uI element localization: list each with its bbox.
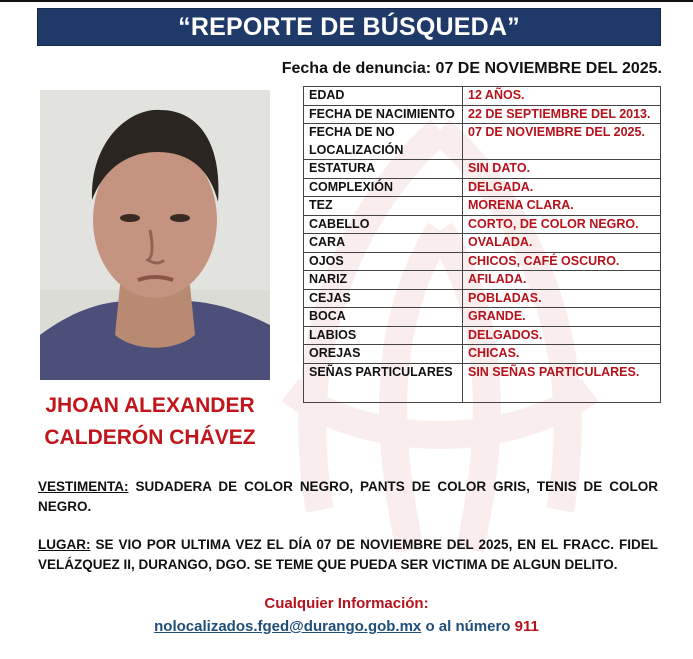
detail-label: NARIZ: [304, 271, 463, 290]
top-border: [0, 0, 693, 2]
detail-value: CHICOS, CAFÉ OSCURO.: [463, 252, 661, 271]
report-date-label: Fecha de denuncia:: [281, 60, 432, 77]
detail-value: DELGADOS.: [463, 326, 661, 345]
detail-label: OJOS: [304, 252, 463, 271]
table-row: [304, 252, 661, 271]
contact-connector: o al número: [421, 618, 515, 635]
clothing-section: [38, 477, 658, 517]
table-row: [304, 105, 661, 124]
clothing-text: SUDADERA DE COLOR NEGRO, PANTS DE COLOR GRIS, TENIS DE COLOR NEGRO.: [38, 479, 658, 514]
location-section: [38, 535, 658, 575]
detail-value: GRANDE.: [463, 308, 661, 327]
detail-label: COMPLEXIÓN: [304, 178, 463, 197]
detail-label: EDAD: [304, 87, 463, 106]
detail-value: MORENA CLARA.: [463, 197, 661, 216]
detail-label: SEÑAS PARTICULARES: [304, 363, 463, 402]
report-title-banner: [37, 8, 661, 46]
table-row: [304, 87, 661, 106]
details-table: [303, 86, 661, 403]
detail-label: BOCA: [304, 308, 463, 327]
clothing-label: VESTIMENTA:: [38, 479, 129, 494]
person-portrait-icon: [40, 90, 270, 380]
person-name-first: JHOAN ALEXANDER: [45, 394, 255, 417]
table-row: [304, 197, 661, 216]
detail-label: CEJAS: [304, 289, 463, 308]
table-row: [304, 160, 661, 179]
detail-label: ESTATURA: [304, 160, 463, 179]
table-row: [304, 178, 661, 197]
detail-value: DELGADA.: [463, 178, 661, 197]
contact-title: Cualquier Información:: [264, 595, 429, 612]
table-row: [304, 215, 661, 234]
table-row: [304, 124, 661, 160]
table-row: [304, 326, 661, 345]
detail-value: SIN SEÑAS PARTICULARES.: [463, 363, 661, 402]
detail-label: CABELLO: [304, 215, 463, 234]
table-row: [304, 363, 661, 402]
detail-value: OVALADA.: [463, 234, 661, 253]
detail-label: CARA: [304, 234, 463, 253]
report-title: “REPORTE DE BÚSQUEDA”: [178, 12, 520, 41]
table-row: [304, 289, 661, 308]
contact-line: [0, 618, 693, 635]
contact-email-link[interactable]: nolocalizados.fged@durango.gob.mx: [154, 618, 422, 635]
location-text: SE VIO POR ULTIMA VEZ EL DÍA 07 DE NOVIEMBRE DEL 2025, EN EL FRACC. FIDEL VELÁZQUEZ II, DURANGO, DGO. SE TEME QUE PUEDA SER VICTIMA DE ALGUN DELITO.: [38, 537, 658, 572]
detail-value: AFILADA.: [463, 271, 661, 290]
report-date: [282, 60, 662, 78]
person-photo: [40, 90, 270, 380]
detail-value: SIN DATO.: [463, 160, 661, 179]
detail-value: CHICAS.: [463, 345, 661, 364]
person-name-last: CALDERÓN CHÁVEZ: [44, 426, 256, 449]
detail-value: POBLADAS.: [463, 289, 661, 308]
detail-value: 07 DE NOVIEMBRE DEL 2025.: [463, 124, 661, 160]
detail-label: FECHA DE NO LOCALIZACIÓN: [304, 124, 463, 160]
location-label: LUGAR:: [38, 537, 91, 552]
detail-label: OREJAS: [304, 345, 463, 364]
report-date-value: 07 DE NOVIEMBRE DEL 2025.: [435, 60, 662, 77]
detail-value: 12 AÑOS.: [463, 87, 661, 106]
table-row: [304, 308, 661, 327]
detail-label: TEZ: [304, 197, 463, 216]
contact-phone: 911: [514, 618, 539, 635]
table-row: [304, 234, 661, 253]
detail-value: 22 DE SEPTIEMBRE DEL 2013.: [463, 105, 661, 124]
table-row: [304, 345, 661, 364]
table-row: [304, 271, 661, 290]
detail-label: LABIOS: [304, 326, 463, 345]
detail-value: CORTO, DE COLOR NEGRO.: [463, 215, 661, 234]
detail-label: FECHA DE NACIMIENTO: [304, 105, 463, 124]
